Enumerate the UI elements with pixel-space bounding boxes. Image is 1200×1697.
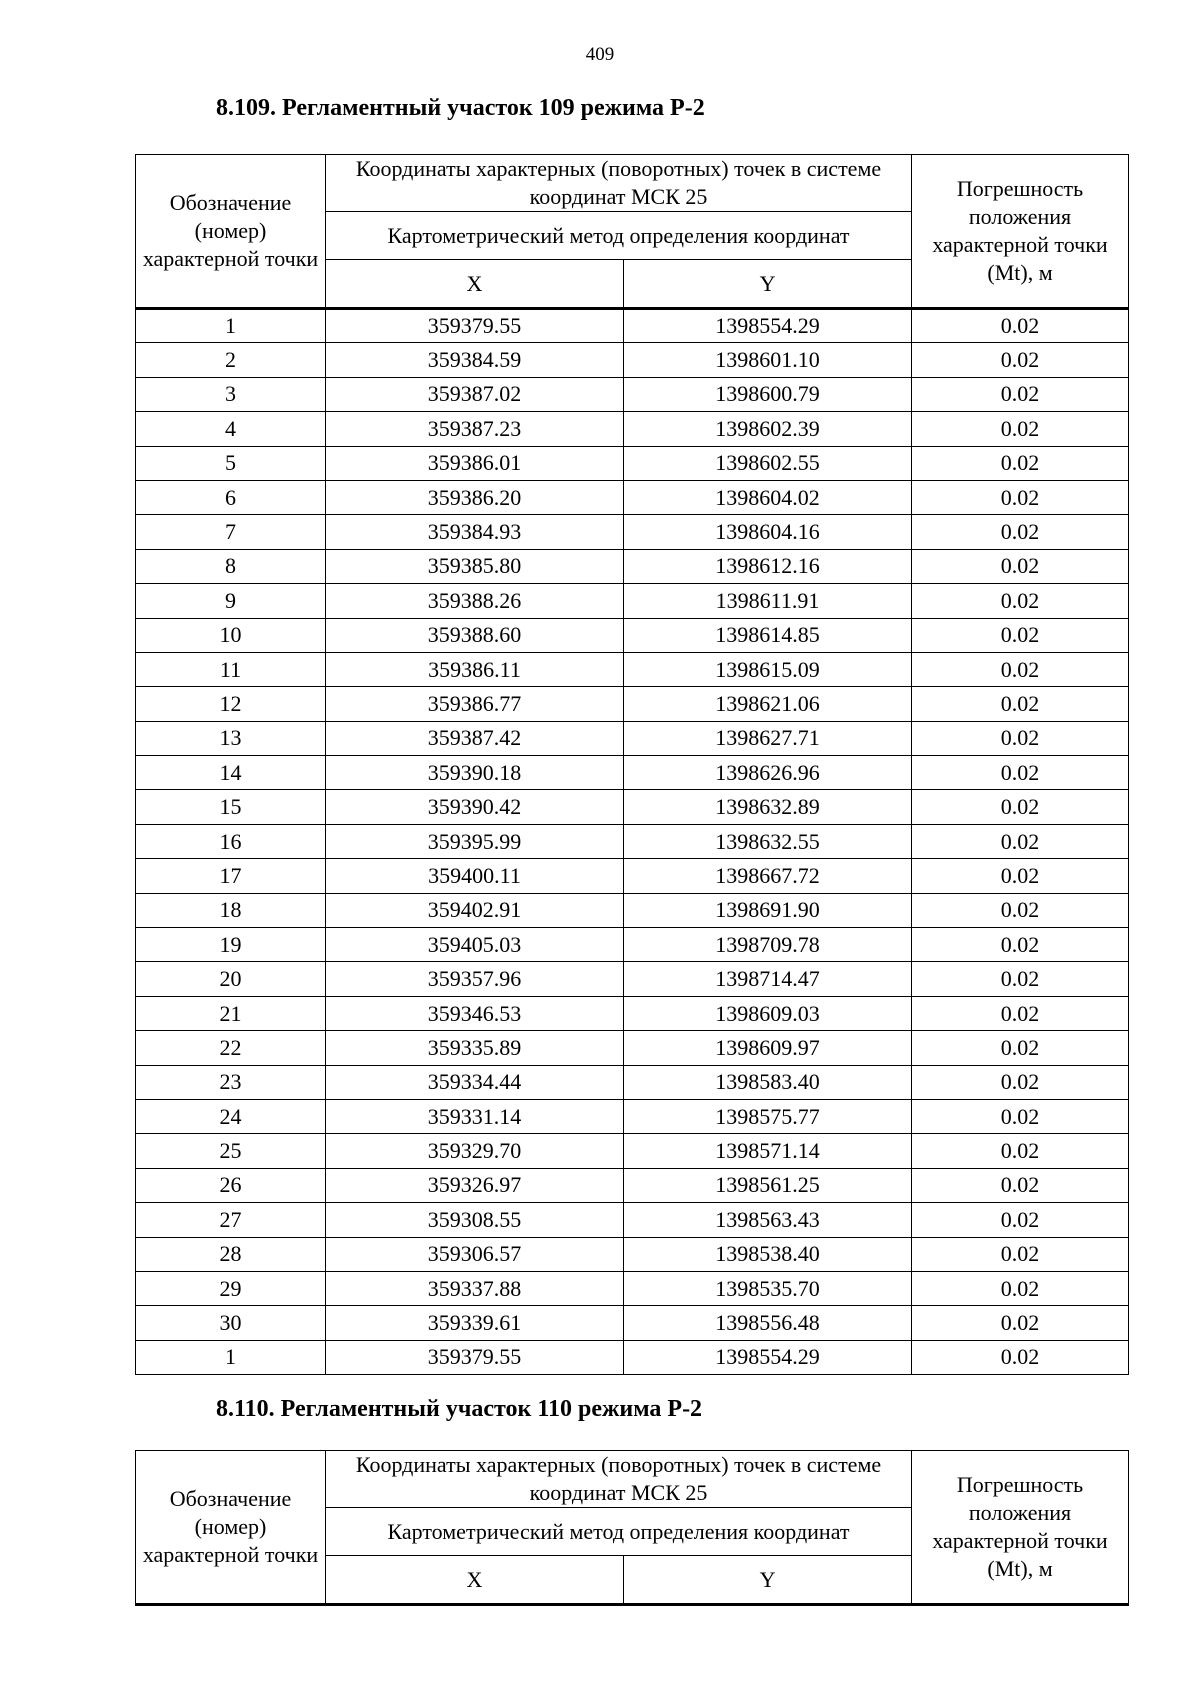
x-coordinate-cell: 359385.80	[326, 549, 624, 583]
table-row	[136, 1065, 1129, 1099]
point-number-cell: 9	[136, 584, 326, 618]
table-row	[136, 1203, 1129, 1237]
y-coordinate-cell: 1398602.55	[624, 446, 912, 480]
page-number: 409	[585, 44, 615, 65]
y-coordinate-cell: 1398632.55	[624, 824, 912, 858]
y-coordinate-cell: 1398571.14	[624, 1134, 912, 1168]
point-number-cell: 22	[136, 1031, 326, 1065]
point-number-cell: 1	[136, 1340, 326, 1374]
error-cell: 0.02	[912, 1306, 1129, 1340]
error-cell: 0.02	[912, 687, 1129, 721]
y-coordinate-cell: 1398556.48	[624, 1306, 912, 1340]
y-coordinate-cell: 1398609.97	[624, 1031, 912, 1065]
point-number-cell: 1	[136, 309, 326, 343]
table-row	[136, 687, 1129, 721]
table-row	[136, 928, 1129, 962]
error-cell: 0.02	[912, 618, 1129, 652]
y-coordinate-cell: 1398691.90	[624, 893, 912, 927]
point-number-cell: 6	[136, 480, 326, 514]
x-coordinate-cell: 359386.11	[326, 652, 624, 686]
error-cell: 0.02	[912, 996, 1129, 1030]
y-coordinate-cell: 1398609.03	[624, 996, 912, 1030]
y-coordinate-cell: 1398563.43	[624, 1203, 912, 1237]
table-row	[136, 412, 1129, 446]
x-coordinate-cell: 359306.57	[326, 1237, 624, 1271]
error-cell: 0.02	[912, 824, 1129, 858]
y-coordinate-cell: 1398621.06	[624, 687, 912, 721]
x-coordinate-cell: 359402.91	[326, 893, 624, 927]
y-coordinate-cell: 1398611.91	[624, 584, 912, 618]
y-coordinate-cell: 1398600.79	[624, 377, 912, 411]
table-row	[136, 480, 1129, 514]
table-row	[136, 859, 1129, 893]
error-cell: 0.02	[912, 343, 1129, 377]
point-number-cell: 7	[136, 515, 326, 549]
x-coordinate-cell: 359346.53	[326, 996, 624, 1030]
error-cell: 0.02	[912, 549, 1129, 583]
x-coordinate-cell: 359390.18	[326, 756, 624, 790]
error-cell: 0.02	[912, 584, 1129, 618]
point-number-cell: 27	[136, 1203, 326, 1237]
table-header	[136, 155, 1129, 309]
x-coordinate-cell: 359384.93	[326, 515, 624, 549]
section-title: 8.110. Регламентный участок 110 режима Р-2	[216, 1396, 703, 1422]
table-row	[136, 996, 1129, 1030]
error-cell: 0.02	[912, 412, 1129, 446]
point-number-cell: 29	[136, 1271, 326, 1305]
table-row	[136, 1031, 1129, 1065]
table-body	[136, 309, 1129, 1375]
x-coordinate-cell: 359384.59	[326, 343, 624, 377]
table-row	[136, 652, 1129, 686]
error-cell: 0.02	[912, 790, 1129, 824]
y-header: Y	[624, 1556, 912, 1605]
point-number-cell: 28	[136, 1237, 326, 1271]
error-cell: 0.02	[912, 928, 1129, 962]
y-coordinate-cell: 1398554.29	[624, 1340, 912, 1374]
x-coordinate-cell: 359386.20	[326, 480, 624, 514]
x-coordinate-cell: 359379.55	[326, 1340, 624, 1374]
error-cell: 0.02	[912, 515, 1129, 549]
error-cell: 0.02	[912, 1134, 1129, 1168]
point-number-cell: 26	[136, 1168, 326, 1202]
error-cell: 0.02	[912, 309, 1129, 343]
error-cell: 0.02	[912, 893, 1129, 927]
method-header: Картометрический метод определения координат	[326, 212, 912, 260]
x-coordinate-cell: 359335.89	[326, 1031, 624, 1065]
point-number-cell: 24	[136, 1099, 326, 1133]
point-number-cell: 19	[136, 928, 326, 962]
x-coordinate-cell: 359331.14	[326, 1099, 624, 1133]
table-row	[136, 1134, 1129, 1168]
coordinates-header: Координаты характерных (поворотных) точек в системе координат МСК 25	[326, 1451, 912, 1508]
point-number-cell: 16	[136, 824, 326, 858]
table-row	[136, 309, 1129, 343]
error-header: Погрешность положения характерной точки (Mt), м	[912, 1451, 1129, 1605]
table-row	[136, 584, 1129, 618]
x-coordinate-cell: 359357.96	[326, 962, 624, 996]
point-number-cell: 23	[136, 1065, 326, 1099]
point-number-cell: 5	[136, 446, 326, 480]
x-coordinate-cell: 359388.26	[326, 584, 624, 618]
table-row	[136, 446, 1129, 480]
error-cell: 0.02	[912, 1168, 1129, 1202]
table-row	[136, 377, 1129, 411]
method-header: Картометрический метод определения координат	[326, 1508, 912, 1556]
point-number-cell: 18	[136, 893, 326, 927]
point-number-cell: 20	[136, 962, 326, 996]
y-coordinate-cell: 1398632.89	[624, 790, 912, 824]
point-number-cell: 11	[136, 652, 326, 686]
error-header: Погрешность положения характерной точки (Mt), м	[912, 155, 1129, 309]
x-coordinate-cell: 359400.11	[326, 859, 624, 893]
table-row	[136, 549, 1129, 583]
y-coordinate-cell: 1398612.16	[624, 549, 912, 583]
x-coordinate-cell: 359387.02	[326, 377, 624, 411]
table-row	[136, 1340, 1129, 1374]
error-cell: 0.02	[912, 446, 1129, 480]
y-coordinate-cell: 1398575.77	[624, 1099, 912, 1133]
x-header: X	[326, 1556, 624, 1605]
error-cell: 0.02	[912, 859, 1129, 893]
table-row	[136, 756, 1129, 790]
table-row	[136, 1306, 1129, 1340]
point-number-cell: 12	[136, 687, 326, 721]
y-coordinate-cell: 1398604.02	[624, 480, 912, 514]
y-coordinate-cell: 1398601.10	[624, 343, 912, 377]
error-cell: 0.02	[912, 377, 1129, 411]
error-cell: 0.02	[912, 1203, 1129, 1237]
x-coordinate-cell: 359387.23	[326, 412, 624, 446]
x-coordinate-cell: 359388.60	[326, 618, 624, 652]
x-coordinate-cell: 359339.61	[326, 1306, 624, 1340]
y-coordinate-cell: 1398709.78	[624, 928, 912, 962]
table-row	[136, 1168, 1129, 1202]
designation-header: Обозначение (номер) характерной точки	[136, 1451, 326, 1605]
error-cell: 0.02	[912, 1099, 1129, 1133]
y-coordinate-cell: 1398626.96	[624, 756, 912, 790]
table-header	[136, 1451, 1129, 1605]
x-coordinate-cell: 359337.88	[326, 1271, 624, 1305]
point-number-cell: 10	[136, 618, 326, 652]
error-cell: 0.02	[912, 1237, 1129, 1271]
coordinates-table	[135, 1450, 1129, 1606]
x-coordinate-cell: 359308.55	[326, 1203, 624, 1237]
x-coordinate-cell: 359395.99	[326, 824, 624, 858]
x-coordinate-cell: 359329.70	[326, 1134, 624, 1168]
error-cell: 0.02	[912, 480, 1129, 514]
table-row	[136, 343, 1129, 377]
point-number-cell: 3	[136, 377, 326, 411]
error-cell: 0.02	[912, 1340, 1129, 1374]
error-cell: 0.02	[912, 756, 1129, 790]
table-row	[136, 790, 1129, 824]
point-number-cell: 17	[136, 859, 326, 893]
coordinates-table	[135, 154, 1129, 1375]
x-coordinate-cell: 359334.44	[326, 1065, 624, 1099]
table-row	[136, 1099, 1129, 1133]
table-row	[136, 515, 1129, 549]
table-row	[136, 824, 1129, 858]
point-number-cell: 8	[136, 549, 326, 583]
y-coordinate-cell: 1398602.39	[624, 412, 912, 446]
x-coordinate-cell: 359386.77	[326, 687, 624, 721]
point-number-cell: 25	[136, 1134, 326, 1168]
y-coordinate-cell: 1398627.71	[624, 721, 912, 755]
y-coordinate-cell: 1398604.16	[624, 515, 912, 549]
y-coordinate-cell: 1398583.40	[624, 1065, 912, 1099]
x-coordinate-cell: 359326.97	[326, 1168, 624, 1202]
table-row	[136, 1271, 1129, 1305]
x-coordinate-cell: 359390.42	[326, 790, 624, 824]
y-coordinate-cell: 1398667.72	[624, 859, 912, 893]
table-row	[136, 1237, 1129, 1271]
designation-header: Обозначение (номер) характерной точки	[136, 155, 326, 309]
x-coordinate-cell: 359379.55	[326, 309, 624, 343]
x-header: X	[326, 260, 624, 309]
table-row	[136, 893, 1129, 927]
point-number-cell: 21	[136, 996, 326, 1030]
point-number-cell: 4	[136, 412, 326, 446]
y-coordinate-cell: 1398538.40	[624, 1237, 912, 1271]
table-row	[136, 962, 1129, 996]
error-cell: 0.02	[912, 1065, 1129, 1099]
section-title: 8.109. Регламентный участок 109 режима Р-2	[216, 95, 705, 121]
coordinates-header: Координаты характерных (поворотных) точек в системе координат МСК 25	[326, 155, 912, 212]
error-cell: 0.02	[912, 962, 1129, 996]
y-coordinate-cell: 1398535.70	[624, 1271, 912, 1305]
error-cell: 0.02	[912, 721, 1129, 755]
y-header: Y	[624, 260, 912, 309]
y-coordinate-cell: 1398614.85	[624, 618, 912, 652]
point-number-cell: 13	[136, 721, 326, 755]
x-coordinate-cell: 359387.42	[326, 721, 624, 755]
y-coordinate-cell: 1398554.29	[624, 309, 912, 343]
table-row	[136, 618, 1129, 652]
error-cell: 0.02	[912, 1031, 1129, 1065]
point-number-cell: 14	[136, 756, 326, 790]
y-coordinate-cell: 1398714.47	[624, 962, 912, 996]
error-cell: 0.02	[912, 1271, 1129, 1305]
y-coordinate-cell: 1398615.09	[624, 652, 912, 686]
x-coordinate-cell: 359386.01	[326, 446, 624, 480]
point-number-cell: 15	[136, 790, 326, 824]
table-row	[136, 721, 1129, 755]
error-cell: 0.02	[912, 652, 1129, 686]
x-coordinate-cell: 359405.03	[326, 928, 624, 962]
point-number-cell: 30	[136, 1306, 326, 1340]
point-number-cell: 2	[136, 343, 326, 377]
y-coordinate-cell: 1398561.25	[624, 1168, 912, 1202]
